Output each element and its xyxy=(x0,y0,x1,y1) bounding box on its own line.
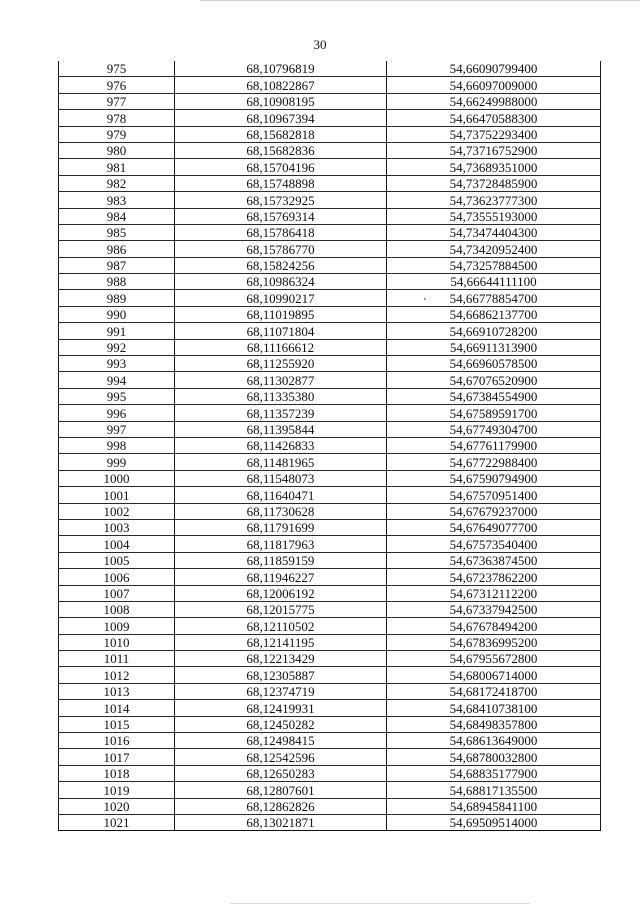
table-row xyxy=(59,814,601,830)
table-row xyxy=(59,126,601,142)
y-coordinate-cell: 54,66090799400 xyxy=(387,61,601,77)
table-row xyxy=(59,356,601,372)
point-number-cell: 1005 xyxy=(59,552,175,568)
y-coordinate-cell: 54,68498357800 xyxy=(387,716,601,732)
point-number-cell: 998 xyxy=(59,437,175,453)
y-coordinate-cell: 54,67679237000 xyxy=(387,503,601,519)
point-number-cell: 1011 xyxy=(59,651,175,667)
point-number-cell: 993 xyxy=(59,356,175,372)
y-coordinate-cell: 54,66778854700 xyxy=(387,290,601,306)
y-coordinate-cell: 54,66910728200 xyxy=(387,323,601,339)
point-number-cell: 980 xyxy=(59,142,175,158)
point-number-cell: 1000 xyxy=(59,470,175,486)
table-row xyxy=(59,93,601,109)
y-coordinate-cell: 54,67076520900 xyxy=(387,372,601,388)
table-row xyxy=(59,503,601,519)
table-row xyxy=(59,667,601,683)
table-row xyxy=(59,372,601,388)
y-coordinate-cell: 54,73474404300 xyxy=(387,224,601,240)
x-coordinate-cell: 68,11640471 xyxy=(175,487,387,503)
table-row xyxy=(59,651,601,667)
table-row xyxy=(59,798,601,814)
x-coordinate-cell: 68,11946227 xyxy=(175,569,387,585)
y-coordinate-cell: 54,68172418700 xyxy=(387,683,601,699)
y-coordinate-cell: 54,73689351000 xyxy=(387,159,601,175)
point-number-cell: 1003 xyxy=(59,519,175,535)
y-coordinate-cell: 54,67722988400 xyxy=(387,454,601,470)
x-coordinate-cell: 68,15786770 xyxy=(175,241,387,257)
y-coordinate-cell: 54,66644111100 xyxy=(387,274,601,290)
point-number-cell: 1016 xyxy=(59,733,175,749)
table-row xyxy=(59,175,601,191)
y-coordinate-cell: 54,68780032800 xyxy=(387,749,601,765)
x-coordinate-cell: 68,11357239 xyxy=(175,405,387,421)
x-coordinate-cell: 68,15786418 xyxy=(175,224,387,240)
table-row xyxy=(59,519,601,535)
table-row xyxy=(59,683,601,699)
x-coordinate-cell: 68,10990217 xyxy=(175,290,387,306)
x-coordinate-cell: 68,11481965 xyxy=(175,454,387,470)
x-coordinate-cell: 68,11255920 xyxy=(175,356,387,372)
table-row xyxy=(59,765,601,781)
y-coordinate-cell: 54,66960578500 xyxy=(387,356,601,372)
point-number-cell: 1019 xyxy=(59,782,175,798)
y-coordinate-cell: 54,68817135500 xyxy=(387,782,601,798)
x-coordinate-cell: 68,15704196 xyxy=(175,159,387,175)
y-coordinate-cell: 54,67312112200 xyxy=(387,585,601,601)
table-row xyxy=(59,634,601,650)
point-number-cell: 1002 xyxy=(59,503,175,519)
y-coordinate-cell: 54,73728485900 xyxy=(387,175,601,191)
table-row xyxy=(59,142,601,158)
table-row xyxy=(59,61,601,77)
y-coordinate-cell: 54,67384554900 xyxy=(387,388,601,404)
y-coordinate-cell: 54,73257884500 xyxy=(387,257,601,273)
point-number-cell: 979 xyxy=(59,126,175,142)
point-number-cell: 984 xyxy=(59,208,175,224)
x-coordinate-cell: 68,15824256 xyxy=(175,257,387,273)
x-coordinate-cell: 68,12498415 xyxy=(175,733,387,749)
y-coordinate-cell: 54,67237862200 xyxy=(387,569,601,585)
table-row xyxy=(59,749,601,765)
x-coordinate-cell: 68,12213429 xyxy=(175,651,387,667)
point-number-cell: 1012 xyxy=(59,667,175,683)
point-number-cell: 975 xyxy=(59,61,175,77)
x-coordinate-cell: 68,11548073 xyxy=(175,470,387,486)
y-coordinate-cell: 54,67590794900 xyxy=(387,470,601,486)
x-coordinate-cell: 68,10822867 xyxy=(175,77,387,93)
table-row xyxy=(59,437,601,453)
point-number-cell: 991 xyxy=(59,323,175,339)
point-number-cell: 986 xyxy=(59,241,175,257)
y-coordinate-cell: 54,67573540400 xyxy=(387,536,601,552)
x-coordinate-cell: 68,12015775 xyxy=(175,601,387,617)
x-coordinate-cell: 68,12374719 xyxy=(175,683,387,699)
point-number-cell: 1006 xyxy=(59,569,175,585)
point-number-cell: 983 xyxy=(59,192,175,208)
point-number-cell: 1009 xyxy=(59,618,175,634)
table-row xyxy=(59,569,601,585)
point-number-cell: 978 xyxy=(59,110,175,126)
point-number-cell: 990 xyxy=(59,306,175,322)
x-coordinate-cell: 68,11335380 xyxy=(175,388,387,404)
table-row xyxy=(59,257,601,273)
x-coordinate-cell: 68,12110502 xyxy=(175,618,387,634)
y-coordinate-cell: 54,68410738100 xyxy=(387,700,601,716)
point-number-cell: 1008 xyxy=(59,601,175,617)
y-coordinate-cell: 54,73716752900 xyxy=(387,142,601,158)
point-number-cell: 994 xyxy=(59,372,175,388)
point-number-cell: 985 xyxy=(59,224,175,240)
point-number-cell: 999 xyxy=(59,454,175,470)
table-row xyxy=(59,716,601,732)
x-coordinate-cell: 68,11817963 xyxy=(175,536,387,552)
table-row xyxy=(59,421,601,437)
x-coordinate-cell: 68,11071804 xyxy=(175,323,387,339)
y-coordinate-cell: 54,66862137700 xyxy=(387,306,601,322)
x-coordinate-cell: 68,15769314 xyxy=(175,208,387,224)
point-number-cell: 1007 xyxy=(59,585,175,601)
table-row xyxy=(59,339,601,355)
table-row xyxy=(59,306,601,322)
table-row xyxy=(59,782,601,798)
point-number-cell: 988 xyxy=(59,274,175,290)
y-coordinate-cell: 54,73623777300 xyxy=(387,192,601,208)
x-coordinate-cell: 68,12305887 xyxy=(175,667,387,683)
table-row xyxy=(59,208,601,224)
table-row xyxy=(59,159,601,175)
y-coordinate-cell: 54,67570951400 xyxy=(387,487,601,503)
y-coordinate-cell: 54,67836995200 xyxy=(387,634,601,650)
y-coordinate-cell: 54,67955672800 xyxy=(387,651,601,667)
table-row xyxy=(59,536,601,552)
y-coordinate-cell: 54,73555193000 xyxy=(387,208,601,224)
point-number-cell: 1017 xyxy=(59,749,175,765)
x-coordinate-cell: 68,13021871 xyxy=(175,814,387,830)
x-coordinate-cell: 68,10908195 xyxy=(175,93,387,109)
x-coordinate-cell: 68,12862826 xyxy=(175,798,387,814)
x-coordinate-cell: 68,11302877 xyxy=(175,372,387,388)
y-coordinate-cell: 54,68945841100 xyxy=(387,798,601,814)
y-coordinate-cell: 54,73420952400 xyxy=(387,241,601,257)
table-row xyxy=(59,552,601,568)
x-coordinate-cell: 68,11166612 xyxy=(175,339,387,355)
coordinates-table xyxy=(58,61,601,831)
y-coordinate-cell: 54,66097009000 xyxy=(387,77,601,93)
point-number-cell: 992 xyxy=(59,339,175,355)
x-coordinate-cell: 68,12450282 xyxy=(175,716,387,732)
point-number-cell: 1018 xyxy=(59,765,175,781)
table-row xyxy=(59,454,601,470)
scan-speck xyxy=(424,298,426,300)
table-row xyxy=(59,274,601,290)
y-coordinate-cell: 54,68835177900 xyxy=(387,765,601,781)
table-row xyxy=(59,323,601,339)
table-row xyxy=(59,618,601,634)
table-row xyxy=(59,585,601,601)
table-row xyxy=(59,224,601,240)
x-coordinate-cell: 68,12141195 xyxy=(175,634,387,650)
x-coordinate-cell: 68,12807601 xyxy=(175,782,387,798)
y-coordinate-cell: 54,66470588300 xyxy=(387,110,601,126)
point-number-cell: 1020 xyxy=(59,798,175,814)
x-coordinate-cell: 68,10967394 xyxy=(175,110,387,126)
table-row xyxy=(59,601,601,617)
point-number-cell: 982 xyxy=(59,175,175,191)
x-coordinate-cell: 68,12006192 xyxy=(175,585,387,601)
scan-edge-bottom xyxy=(230,903,530,904)
x-coordinate-cell: 68,11859159 xyxy=(175,552,387,568)
point-number-cell: 995 xyxy=(59,388,175,404)
table-row xyxy=(59,290,601,306)
y-coordinate-cell: 54,68613649000 xyxy=(387,733,601,749)
y-coordinate-cell: 54,67337942500 xyxy=(387,601,601,617)
x-coordinate-cell: 68,15732925 xyxy=(175,192,387,208)
point-number-cell: 977 xyxy=(59,93,175,109)
x-coordinate-cell: 68,15682836 xyxy=(175,142,387,158)
scan-edge-top xyxy=(200,0,640,1)
page-number: 30 xyxy=(313,37,327,52)
point-number-cell: 976 xyxy=(59,77,175,93)
point-number-cell: 981 xyxy=(59,159,175,175)
x-coordinate-cell: 68,10796819 xyxy=(175,61,387,77)
table-row xyxy=(59,470,601,486)
y-coordinate-cell: 54,69509514000 xyxy=(387,814,601,830)
y-coordinate-cell: 54,68006714000 xyxy=(387,667,601,683)
y-coordinate-cell: 54,66249988000 xyxy=(387,93,601,109)
point-number-cell: 996 xyxy=(59,405,175,421)
x-coordinate-cell: 68,10986324 xyxy=(175,274,387,290)
point-number-cell: 989 xyxy=(59,290,175,306)
point-number-cell: 987 xyxy=(59,257,175,273)
point-number-cell: 1015 xyxy=(59,716,175,732)
x-coordinate-cell: 68,12542596 xyxy=(175,749,387,765)
x-coordinate-cell: 68,15682818 xyxy=(175,126,387,142)
x-coordinate-cell: 68,11395844 xyxy=(175,421,387,437)
table-row xyxy=(59,192,601,208)
y-coordinate-cell: 54,67363874500 xyxy=(387,552,601,568)
point-number-cell: 1001 xyxy=(59,487,175,503)
x-coordinate-cell: 68,11730628 xyxy=(175,503,387,519)
point-number-cell: 997 xyxy=(59,421,175,437)
table-row xyxy=(59,110,601,126)
y-coordinate-cell: 54,66911313900 xyxy=(387,339,601,355)
point-number-cell: 1014 xyxy=(59,700,175,716)
y-coordinate-cell: 54,73752293400 xyxy=(387,126,601,142)
point-number-cell: 1004 xyxy=(59,536,175,552)
x-coordinate-cell: 68,15748898 xyxy=(175,175,387,191)
point-number-cell: 1013 xyxy=(59,683,175,699)
y-coordinate-cell: 54,67678494200 xyxy=(387,618,601,634)
table-row xyxy=(59,241,601,257)
point-number-cell: 1021 xyxy=(59,814,175,830)
table-row xyxy=(59,700,601,716)
x-coordinate-cell: 68,11791699 xyxy=(175,519,387,535)
table-row xyxy=(59,487,601,503)
x-coordinate-cell: 68,11019895 xyxy=(175,306,387,322)
x-coordinate-cell: 68,11426833 xyxy=(175,437,387,453)
point-number-cell: 1010 xyxy=(59,634,175,650)
y-coordinate-cell: 54,67761179900 xyxy=(387,437,601,453)
table-row xyxy=(59,405,601,421)
coordinates-table-body xyxy=(59,61,601,831)
x-coordinate-cell: 68,12650283 xyxy=(175,765,387,781)
y-coordinate-cell: 54,67649077700 xyxy=(387,519,601,535)
table-row xyxy=(59,77,601,93)
y-coordinate-cell: 54,67589591700 xyxy=(387,405,601,421)
x-coordinate-cell: 68,12419931 xyxy=(175,700,387,716)
y-coordinate-cell: 54,67749304700 xyxy=(387,421,601,437)
table-row xyxy=(59,733,601,749)
table-row xyxy=(59,388,601,404)
